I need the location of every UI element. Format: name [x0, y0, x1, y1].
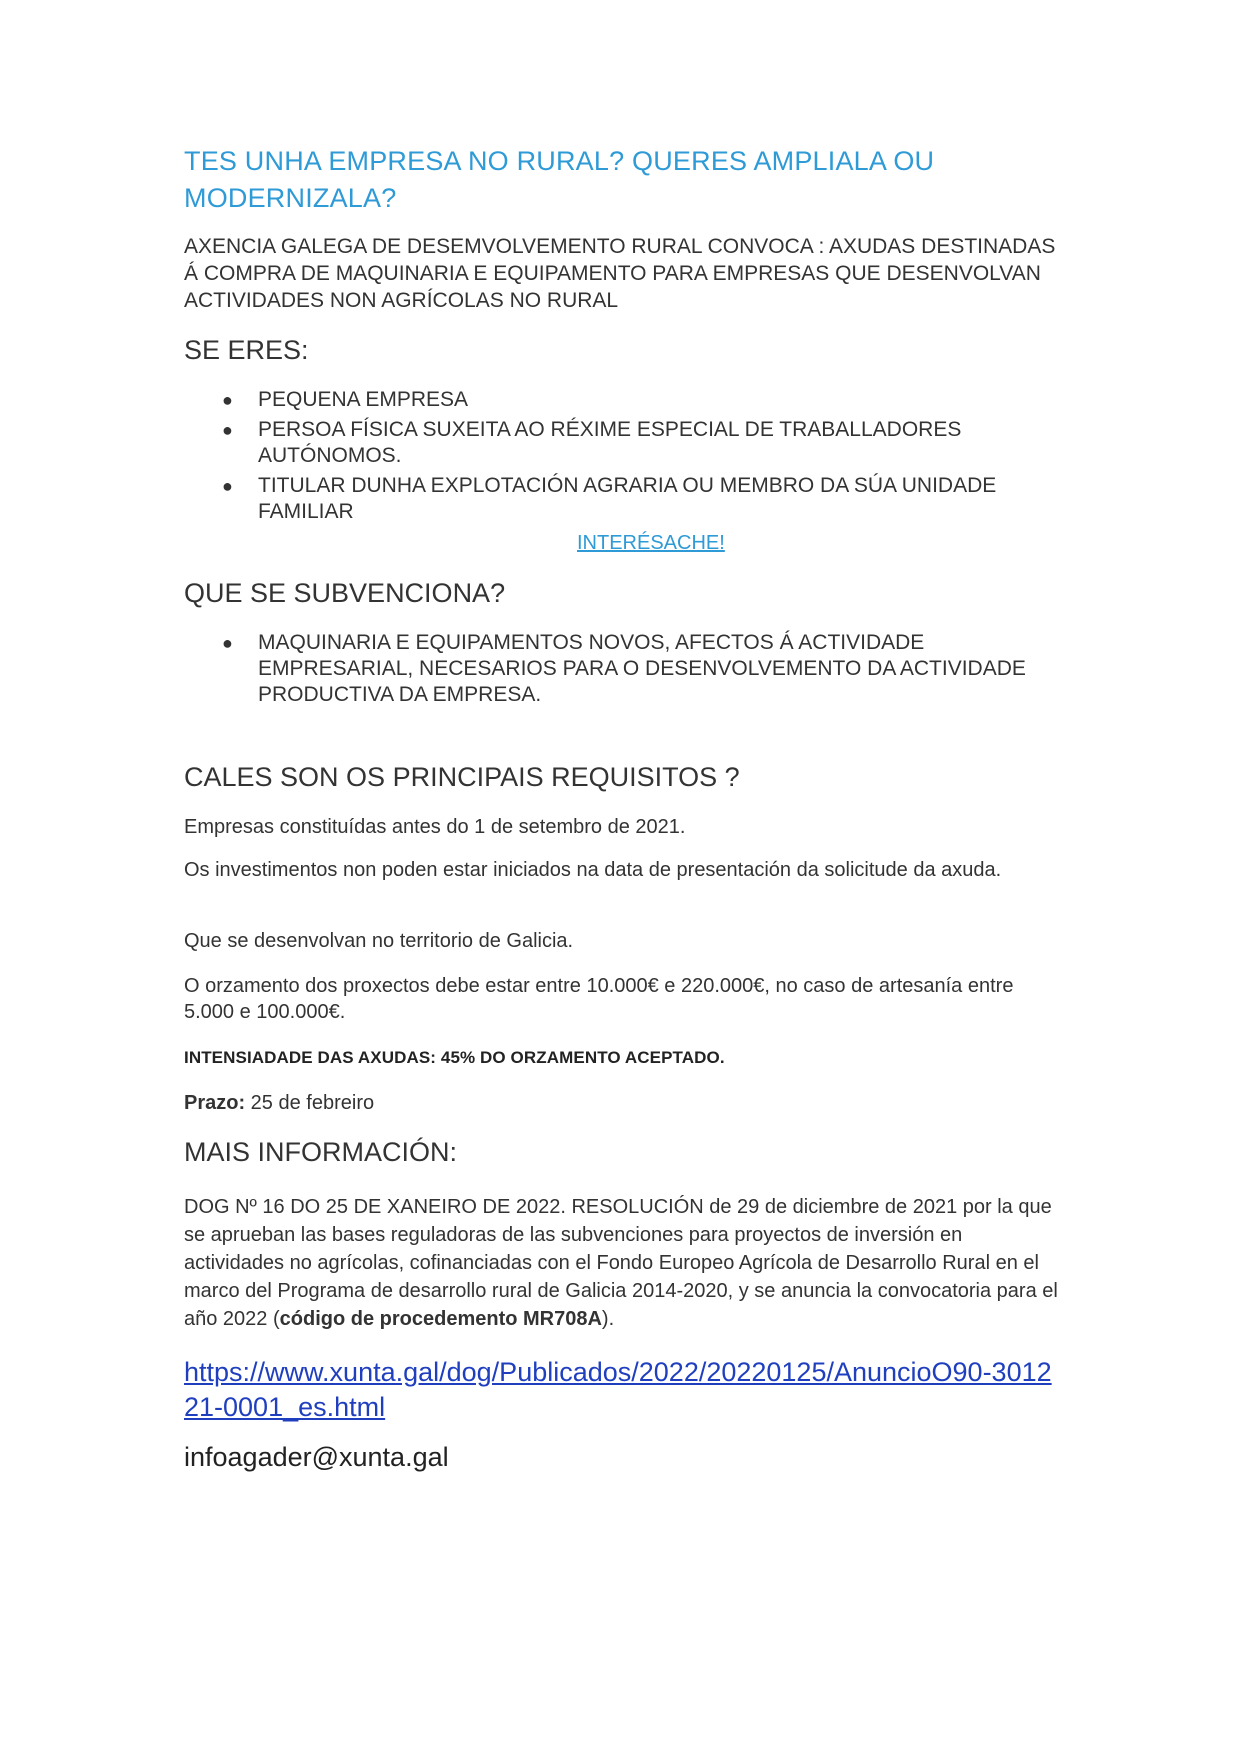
bullet-icon: ● — [222, 420, 233, 440]
list-item: ● PEQUENA EMPRESA — [222, 388, 469, 411]
dog-link[interactable]: https://www.xunta.gal/dog/Publicados/2022/20220125/AnuncioO90-301221-0001_es.html — [184, 1357, 1052, 1422]
intensidade-text: INTENSIADADE DAS AXUDAS: 45% DO ORZAMENTO ACEPTADO. — [184, 1048, 725, 1067]
dog-reference: DOG Nº 16 DO 25 DE XANEIRO DE 2022. RESOLUCIÓN de 29 de diciembre de 2021 por la que se aprueban las bases reguladoras de las subvenciones para proyectos de inversión en actividades no agrícolas, cofinanciadas con el Fondo Europeo Agrícola de Desarrollo Rural en el marco del Programa de desarrollo rural de Galicia 2014-2020, y se anuncia la convocatoria para el año 2022 (código de procedemento MR708A). — [184, 1196, 1058, 1330]
procedure-code: código de procedemento MR708A — [279, 1308, 602, 1330]
prazo-label: Prazo: — [184, 1092, 246, 1114]
bullet-icon: ● — [222, 633, 233, 653]
mais-informacion-heading: MAIS INFORMACIÓN: — [184, 1137, 458, 1167]
interesache-link[interactable]: INTERÉSACHE! — [577, 532, 725, 554]
prazo-line — [184, 1090, 1064, 1116]
list-item: ● PERSOA FÍSICA SUXEITA AO RÉXIME ESPECIAL DE TRABALLADORES AUTÓNOMOS. — [222, 418, 962, 467]
intro-text: AXENCIA GALEGA DE DESEMVOLVEMENTO RURAL CONVOCA : AXUDAS DESTINADAS Á COMPRA DE MAQUINARIA E EQUIPAMENTO PARA EMPRESAS QUE DESENVOLVAN ACTIVIDADES NON AGRÍCOLAS NO RURAL — [184, 235, 1056, 312]
requisito-paragraph: Os investimentos non poden estar iniciados na data de presentación da solicitude da axuda. — [184, 859, 1002, 881]
que-se-subvenciona-heading: QUE SE SUBVENCIONA? — [184, 578, 506, 608]
list-item: ● TITULAR DUNHA EXPLOTACIÓN AGRARIA OU MEMBRO DA SÚA UNIDADE FAMILIAR — [222, 474, 997, 523]
que-se-subvenciona-list — [220, 630, 1080, 712]
requisito-paragraph: Que se desenvolvan no territorio de Galicia. — [184, 930, 574, 952]
bullet-icon: ● — [222, 390, 233, 410]
contact-email[interactable]: infoagader@xunta.gal — [184, 1442, 449, 1472]
prazo-value: 25 de febreiro — [245, 1092, 375, 1114]
requisito-paragraph: Empresas constituídas antes do 1 de setembro de 2021. — [184, 816, 686, 838]
se-eres-heading: SE ERES: — [184, 335, 309, 365]
list-item: ● MAQUINARIA E EQUIPAMENTOS NOVOS, AFECTOS Á ACTIVIDADE EMPRESARIAL, NECESARIOS PARA O DESENVOLVEMENTO DA ACTIVIDADE PRODUCTIVA DA EMPRESA. — [222, 631, 1026, 706]
requisito-paragraph: O orzamento dos proxectos debe estar entre 10.000€ e 220.000€, no caso de artesanía entre 5.000 e 100.000€. — [184, 975, 1014, 1023]
page-title: TES UNHA EMPRESA NO RURAL? QUERES AMPLIALA OU MODERNIZALA? — [184, 146, 935, 213]
requisitos-heading: CALES SON OS PRINCIPAIS REQUISITOS ? — [184, 762, 740, 792]
se-eres-list — [220, 387, 1080, 529]
bullet-icon: ● — [222, 476, 233, 496]
